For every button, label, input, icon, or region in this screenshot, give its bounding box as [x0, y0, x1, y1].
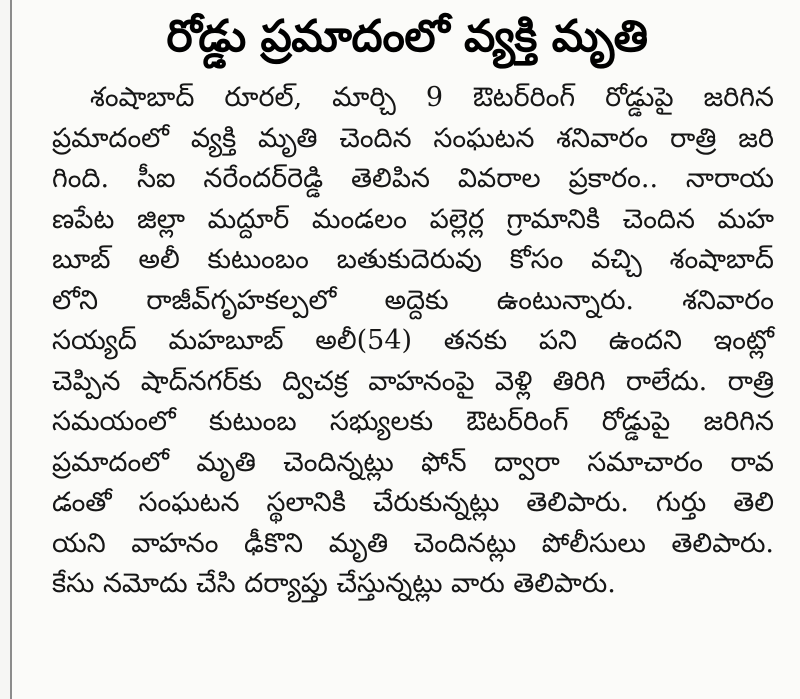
article-line: సమయంలో కుటుంబ సభ్యులకు ఔటర్‌రింగ్ రోడ్డుపై జరిగిన: [52, 406, 774, 437]
article-line: యని వాహనం ఢీకొని మృతి చెందినట్లు పోలీసులు తెలిపారు.: [52, 527, 774, 559]
article-line: డంతో సంఘటన స్థలానికి చేరుకున్నట్లు తెలిపారు. గుర్తు తెలి: [52, 487, 774, 518]
article-line: బూబ్ అలీ కుటుంబం బతుకుదెరువు కోసం వచ్చి శంషాబాద్: [52, 244, 774, 275]
article-headline: రోడ్డు ప్రమాదంలో వ్యక్తి మృతి: [166, 11, 648, 62]
article-line: గింది. సీఐ నరేందర్‌రెడ్డి తెలిపిన వివరాల ప్రకారం.. నారాయ: [52, 163, 774, 194]
article-line: సయ్యద్ మహబూబ్ అలీ(54) తనకు పని ఉందని ఇంట్లో: [52, 325, 774, 356]
article-line: కేసు నమోదు చేసి దర్యాప్తు చేస్తున్నట్లు వారు తెలిపారు.: [52, 568, 616, 599]
article-line: చెప్పిన షాద్‌నగర్‌కు ద్విచక్ర వాహనంపై వెళ్లి తిరిగి రాలేదు. రాత్రి: [52, 365, 774, 397]
article-line: ప్రమాదంలో వ్యక్తి మృతి చెందిన సంఘటన శనివారం రాత్రి జరి: [52, 122, 774, 154]
article-body: [52, 78, 774, 605]
article-line: శంషాబాద్ రూరల్, మార్చి 9 ఔటర్‌రింగ్ రోడ్డుపై జరిగిన: [90, 82, 774, 113]
news-clipping: [10, 0, 800, 699]
article-line: ప్రమాదంలో మృతి చెందిన్నట్లు ఫోన్ ద్వారా సమాచారం రావ: [52, 446, 774, 478]
article-line: ణపేట జిల్లా మద్దూర్ మండలం పల్లెర్ల గ్రామానికి చెందిన మహ: [52, 203, 774, 235]
article-line: లోని రాజీవ్‌గృహకల్పలో అద్దెకు ఉంటున్నారు. శనివారం: [52, 284, 774, 316]
